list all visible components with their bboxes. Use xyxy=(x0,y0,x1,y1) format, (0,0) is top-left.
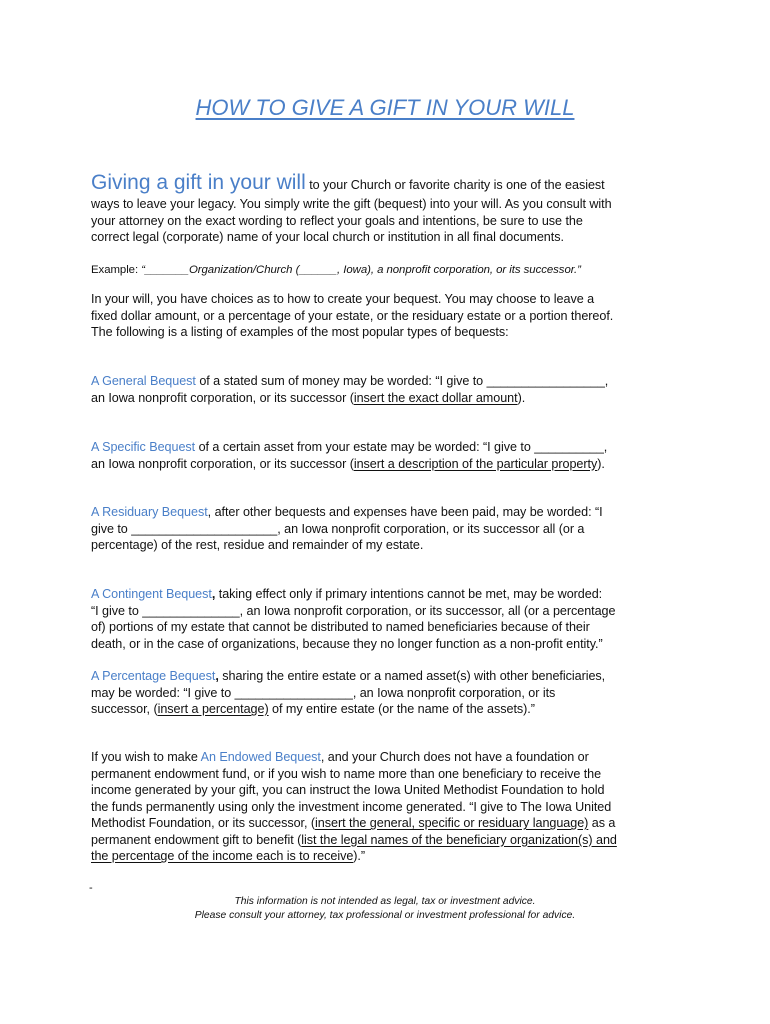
endowed-line-1-post: , and your Church does not have a foundation or xyxy=(320,750,589,764)
endowed-line-2: permanent endowment fund, or if you wish to name more than one beneficiary to receive the xyxy=(91,766,602,781)
footer-disclaimer-line-2: Please consult your attorney, tax professional or investment professional for advice. xyxy=(194,910,576,921)
percentage-line-3 xyxy=(91,701,691,718)
contingent-line-3: of) portions of my estate that cannot be distributed to named beneficiaries because of their xyxy=(91,620,590,634)
general-line-1 xyxy=(91,373,691,390)
percentage-line-2: may be worded: “I give to _________________, an Iowa nonprofit corporation, or its xyxy=(91,685,556,700)
general-bequest-paragraph xyxy=(91,373,691,406)
example-label: Example: xyxy=(91,264,142,276)
specific-bequest-heading: A Specific Bequest xyxy=(91,440,196,454)
endowed-line-5-pre: Methodist Foundation, or its successor, ( xyxy=(91,816,316,830)
percentage-insert-text: insert a percentage) xyxy=(157,702,269,716)
percentage-line-1-text: sharing the entire estate or a named asset(s) with other beneficiaries, xyxy=(218,669,606,683)
endowed-line-7 xyxy=(91,848,691,865)
contingent-bequest-heading: A Contingent Bequest xyxy=(91,587,212,601)
intro-line-1-text: to your Church or favorite charity is one of the easiest xyxy=(305,178,605,192)
contingent-line-4: death, or in the case of organizations, because they no longer function as a non-profit entity.” xyxy=(91,636,603,651)
endowed-line-6 xyxy=(91,832,691,849)
percentage-line-3-post: of my entire estate (or the name of the assets).” xyxy=(268,702,535,716)
footer-disclaimer-line-1: This information is not intended as legal, tax or investment advice. xyxy=(234,896,536,907)
residuary-bequest-heading: A Residuary Bequest xyxy=(91,505,208,519)
general-line-2-pre: an Iowa nonprofit corporation, or its successor ( xyxy=(91,390,354,405)
residuary-line-1 xyxy=(91,504,691,521)
percentage-line-1 xyxy=(91,668,691,685)
endowed-insert-language: insert the general, specific or residuary language) xyxy=(315,816,589,830)
document-title: HOW TO GIVE A GIFT IN YOUR WILL xyxy=(195,95,575,120)
endowed-line-5-post: as a xyxy=(588,816,616,830)
general-bequest-heading: A General Bequest xyxy=(91,374,196,388)
general-line-2-post: ). xyxy=(517,390,526,405)
choices-paragraph xyxy=(91,291,691,341)
endowed-bequest-heading: An Endowed Bequest xyxy=(200,750,321,764)
intro-paragraph xyxy=(91,168,691,246)
endowed-list-names: list the legal names of the beneficiary organization(s) and xyxy=(301,832,617,847)
choices-line-2: fixed dollar amount, or a percentage of your estate, or the residuary estate or a portion thereof. xyxy=(91,308,614,323)
intro-line-3: your attorney on the exact wording to reflect your goals and intentions, be sure to use the xyxy=(91,213,583,228)
choices-line-3: The following is a listing of examples of the most popular types of bequests: xyxy=(91,325,509,339)
contingent-line-1 xyxy=(91,586,691,603)
residuary-bequest-paragraph xyxy=(91,504,691,554)
intro-lead: Giving a gift in your will xyxy=(91,171,306,194)
general-insert-text: insert the exact dollar amount xyxy=(353,390,518,405)
endowed-line-4: the funds permanently using only the investment income generated. “I give to The Iowa United xyxy=(91,799,612,814)
endowed-line-1 xyxy=(91,749,691,766)
percentage-heading-comma: , xyxy=(215,669,219,683)
residuary-line-3: percentage) of the rest, residue and remainder of my estate. xyxy=(91,538,424,552)
example-text: “_______Organization/Church (______, Iowa), a nonprofit corporation, or its successor.” xyxy=(141,264,581,276)
residuary-line-2: give to _____________________, an Iowa nonprofit corporation, or its successor all (or a xyxy=(91,521,585,536)
general-line-2 xyxy=(91,390,691,407)
specific-line-2-pre: an Iowa nonprofit corporation, or its successor ( xyxy=(91,456,354,471)
specific-bequest-paragraph xyxy=(91,439,691,472)
choices-line-1: In your will, you have choices as to how to create your bequest. You may choose to leave a xyxy=(91,292,595,306)
intro-line-4: correct legal (corporate) name of your local church or institution in all final documents. xyxy=(91,230,564,244)
residuary-line-1-text: , after other bequests and expenses have been paid, may be worded: “I xyxy=(207,505,603,519)
contingent-bequest-paragraph xyxy=(91,586,691,652)
specific-line-2 xyxy=(91,456,691,473)
specific-line-1-text: of a certain asset from your estate may be worded: “I give to __________, xyxy=(195,440,608,454)
percentage-bequest-paragraph xyxy=(91,668,691,718)
endowed-line-5 xyxy=(91,815,691,832)
general-line-1-text: of a stated sum of money may be worded: “I give to _________________, xyxy=(195,374,609,388)
contingent-line-1-text: taking effect only if primary intentions cannot be met, may be worded: xyxy=(215,587,603,601)
contingent-heading-comma: , xyxy=(211,587,216,601)
percentage-bequest-heading: A Percentage Bequest xyxy=(91,669,216,683)
example-line xyxy=(91,262,691,279)
endowed-line-1-pre: If you wish to make xyxy=(91,750,201,764)
endowed-line-6-pre: permanent endowment gift to benefit ( xyxy=(91,832,302,847)
endowed-line-7-post: ).” xyxy=(353,849,366,863)
intro-line-2: ways to leave your legacy. You simply write the gift (bequest) into your will. As you consult with xyxy=(91,197,612,211)
contingent-line-2: “I give to ______________, an Iowa nonprofit corporation, or its successor, all (or a percentage xyxy=(91,603,616,618)
specific-line-1 xyxy=(91,439,691,456)
endowed-percentage-text: the percentage of the income each is to receive xyxy=(91,849,354,863)
endowed-bequest-paragraph xyxy=(91,749,691,865)
footer-dash: - xyxy=(89,882,93,894)
specific-line-2-post: ). xyxy=(597,456,605,471)
endowed-line-3: income generated by your gift, you can instruct the Iowa United Methodist Foundation to hold xyxy=(91,783,605,797)
specific-insert-text: insert a description of the particular property xyxy=(353,456,598,471)
percentage-line-3-pre: successor, ( xyxy=(91,702,158,716)
